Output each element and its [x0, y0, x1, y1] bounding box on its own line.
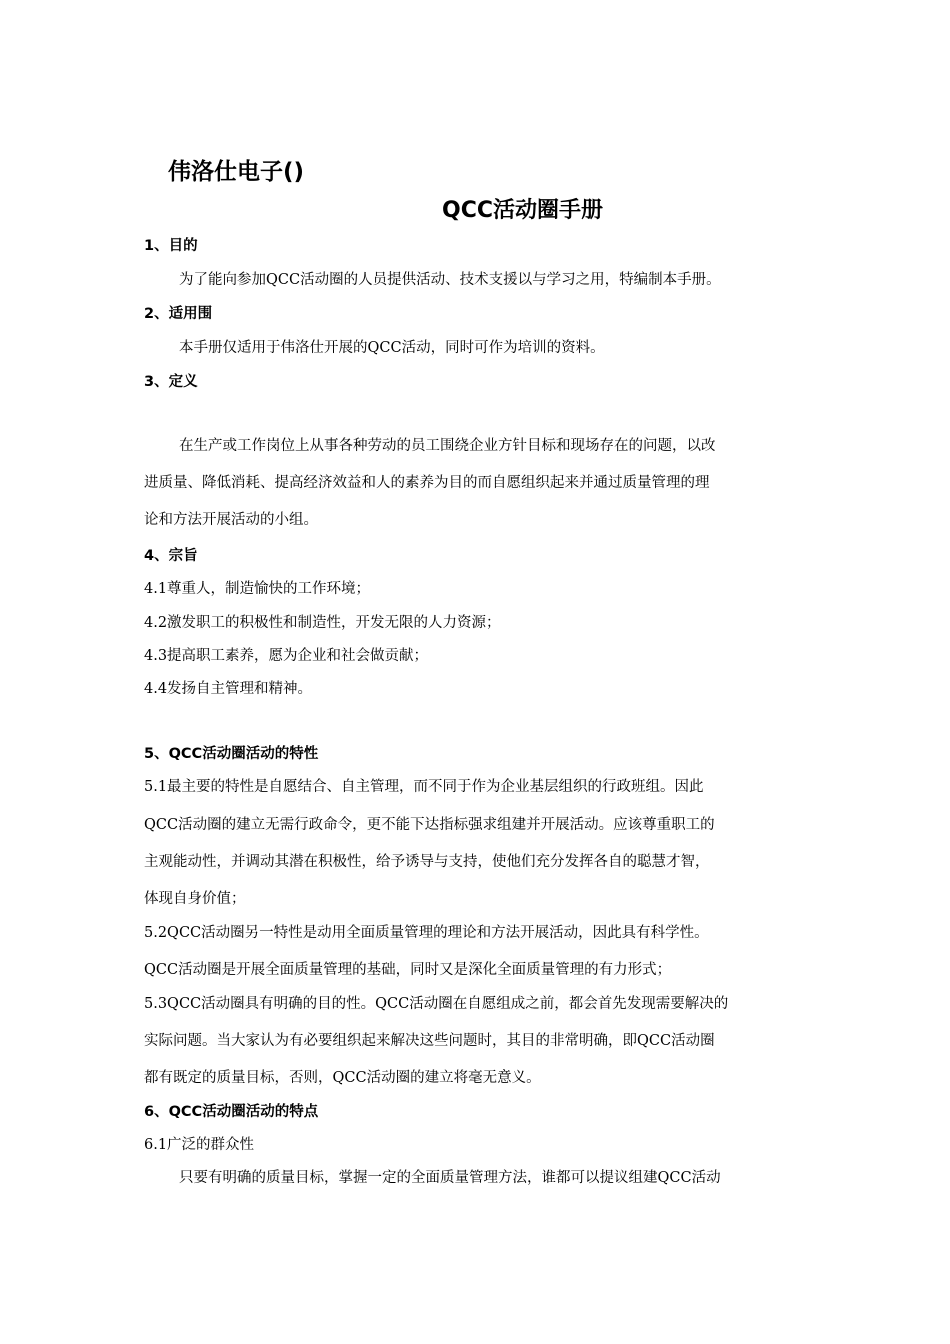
paragraph: 为了能向参加QCC活动圈的人员提供活动、技术支援以与学习之用，特编制本手册。	[179, 272, 721, 288]
list-item: 4.3提高职工素养，愿为企业和社会做贡献；	[144, 648, 429, 664]
paragraph: 本手册仅适用于伟洛仕开展的QCC活动，同时可作为培训的资料。	[179, 340, 605, 356]
paragraph-line: 5.2QCC活动圈另一特性是动用全面质量管理的理论和方法开展活动，因此具有科学性。	[144, 925, 709, 941]
section-heading-characteristics: 5、QCC活动圈活动的特性	[144, 746, 319, 762]
list-item: 4.2激发职工的积极性和制造性，开发无限的人力资源；	[144, 615, 501, 631]
subsection-heading: 6.1广泛的群众性	[144, 1137, 255, 1153]
paragraph-line: 5.3QCC活动圈具有明确的目的性。QCC活动圈在自愿组成之前，都会首先发现需要解决的	[144, 996, 729, 1012]
paragraph-line: 体现自身价值；	[144, 891, 246, 907]
section-heading-scope: 2、适用围	[144, 306, 213, 322]
paragraph-line: 都有既定的质量目标，否则，QCC活动圈的建立将毫无意义。	[144, 1070, 541, 1086]
paragraph-line: 实际问题。当大家认为有必要组织起来解决这些问题时，其目的非常明确，即QCC活动圈	[144, 1033, 715, 1049]
list-item: 4.1尊重人，制造愉快的工作环境；	[144, 581, 371, 597]
document-title: QCC活动圈手册	[442, 198, 603, 223]
paragraph-line: QCC活动圈是开展全面质量管理的基础，同时又是深化全面质量管理的有力形式；	[144, 962, 672, 978]
paragraph-line: QCC活动圈的建立无需行政命令，更不能下达指标强求组建并开展活动。应该尊重职工的	[144, 817, 715, 833]
list-item: 4.4发扬自主管理和精神。	[144, 681, 313, 697]
section-heading-purpose: 1、目的	[144, 238, 198, 254]
section-heading-features: 6、QCC活动圈活动的特点	[144, 1104, 319, 1120]
paragraph-line: 进质量、降低消耗、提高经济效益和人的素养为目的而自愿组织起来并通过质量管理的理	[144, 475, 710, 491]
paragraph-line: 5.1最主要的特性是自愿结合、自主管理，而不同于作为企业基层组织的行政班组。因此	[144, 779, 704, 795]
company-name: 伟洛仕电子()	[168, 159, 305, 185]
section-heading-definition: 3、定义	[144, 374, 198, 390]
paragraph-line: 主观能动性，并调动其潜在积极性，给予诱导与支持，使他们充分发挥各自的聪慧才智，	[144, 854, 710, 870]
section-heading-tenet: 4、宗旨	[144, 548, 198, 564]
paragraph-line: 只要有明确的质量目标，掌握一定的全面质量管理方法，谁都可以提议组建QCC活动	[179, 1170, 721, 1186]
paragraph-line: 论和方法开展活动的小组。	[144, 512, 318, 528]
paragraph-line: 在生产或工作岗位上从事各种劳动的员工围绕企业方针目标和现场存在的问题，以改	[179, 438, 716, 454]
